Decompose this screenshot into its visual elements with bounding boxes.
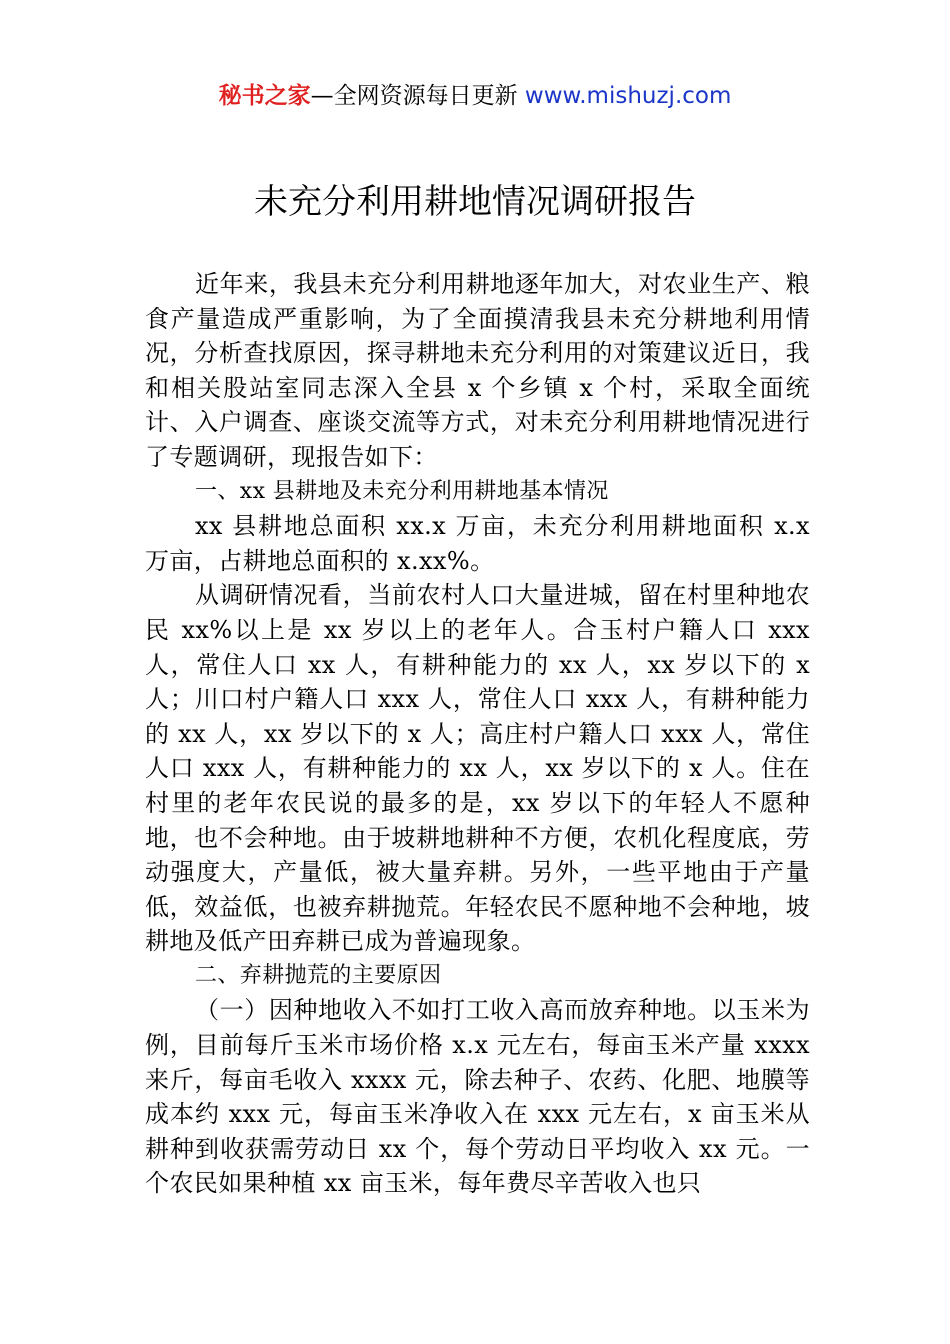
intro-paragraph: 近年来，我县未充分利用耕地逐年加大，对农业生产、粮食产量造成严重影响，为了全面摸清我县未充分耕地利用情况，分析查找原因，探寻耕地未充分利用的对策建议近日，我和相关股站室同志深入全县 x 个乡镇 x 个村，采取全面统计、入户调查、座谈交流等方式，对未充分利用耕地情况进行了专题调研，现报告如下：: [145, 270, 810, 471]
section-heading-1: 一、xx 县耕地及未充分利用耕地基本情况: [195, 478, 609, 504]
reason-one-paragraph: （一）因种地收入不如打工收入高而放弃种地。以玉米为例，目前每斤玉米市场价格 x.x 元左右，每亩玉米产量 xxxx 来斤，每亩毛收入 xxxx 元，除去种子、农药、化肥、地膜等成本约 xxx 元，每亩玉米净收入在 xxx 元左右，x 亩玉米从耕种到收获需劳动日 xx 个，每个劳动日平均收入 xx 元。一个农民如果种植 xx 亩玉米，每年费尽辛苦收入也只: [145, 996, 810, 1198]
survey-findings-paragraph: 从调研情况看，当前农村人口大量进城，留在村里种地农民 xx%以上是 xx 岁以上的老年人。合玉村户籍人口 xxx 人，常住人口 xx 人，有耕种能力的 xx 人，xx 岁以下的 x 人；川口村户籍人口 xxx 人，常住人口 xxx 人，有耕种能力的 xx 人，xx 岁以下的 x 人；高庄村户籍人口 xxx 人，常住人口 xxx 人，有耕种能力的 xx 人，xx 岁以下的 x 人。住在村里的老年农民说的最多的是，xx 岁以下的年轻人不愿种地，也不会种地。由于坡耕地耕种不方便，农机化程度底，劳动强度大，产量低，被大量弃耕。另外，一些平地由于产量低，效益低，也被弃耕抛荒。年轻农民不愿种地不会种地，坡耕地及低产田弃耕已成为普遍现象。: [145, 581, 810, 956]
document-title: 未充分利用耕地情况调研报告: [254, 182, 696, 222]
site-tagline: —全网资源每日更新: [310, 83, 525, 109]
site-url-link[interactable]: www.mishuzj.com: [524, 83, 732, 109]
section-heading-2: 二、弃耕抛荒的主要原因: [195, 962, 442, 988]
site-brand: 秘书之家: [218, 83, 311, 109]
document-body: [145, 267, 810, 1201]
farmland-area-paragraph: xx 县耕地总面积 xx.x 万亩，未充分利用耕地面积 x.x 万亩，占耕地总面积的 x.xx%。: [145, 512, 810, 575]
site-header: [0, 80, 950, 112]
